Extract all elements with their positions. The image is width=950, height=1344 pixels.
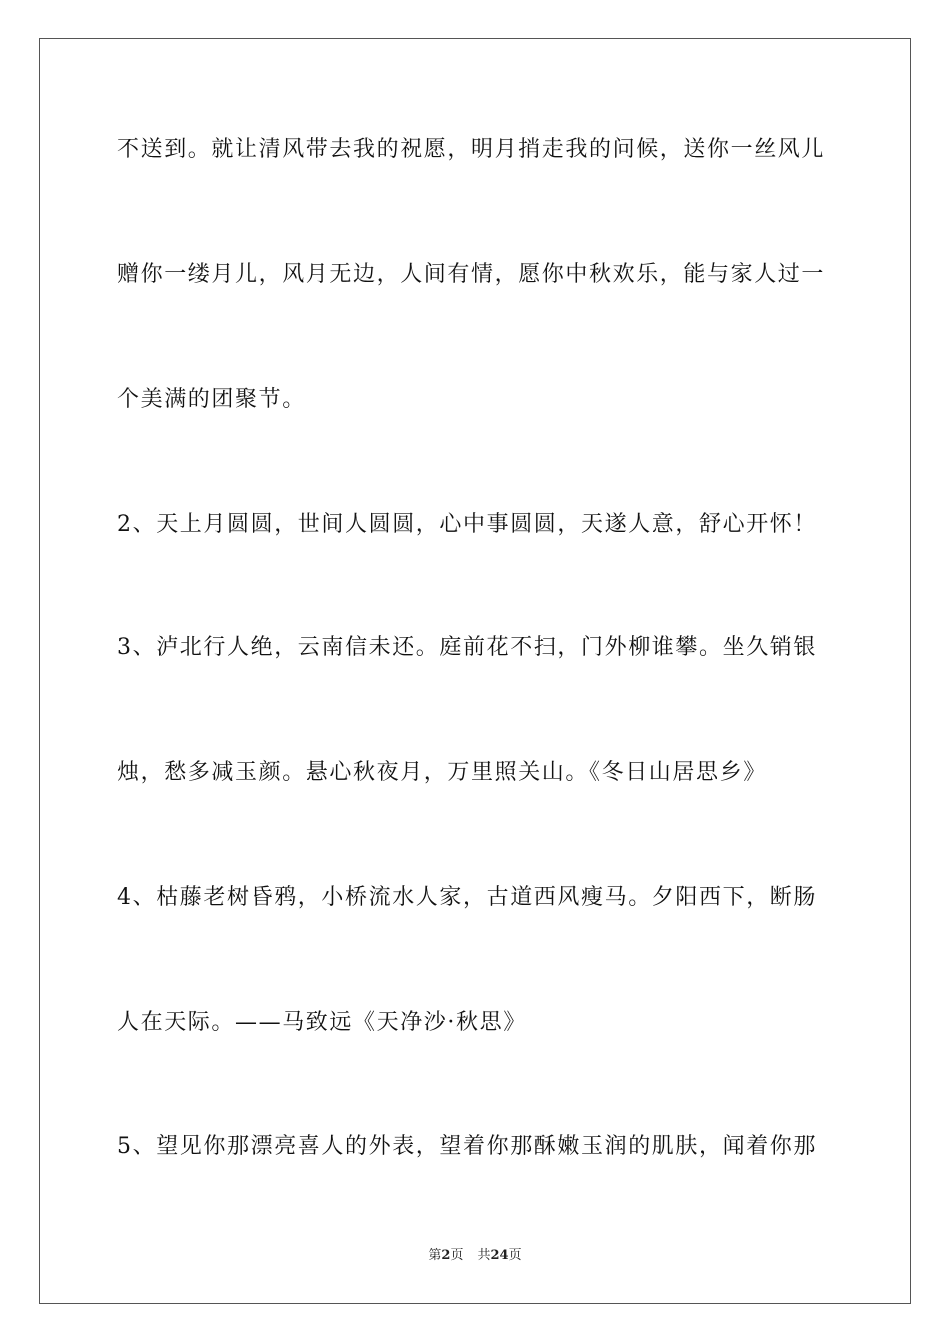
footer-total-prefix: 共 bbox=[477, 1248, 491, 1263]
footer-page-prefix: 第 bbox=[428, 1248, 442, 1263]
footer-total-pages: 24 bbox=[490, 1248, 509, 1263]
footer-page-suffix: 页 bbox=[450, 1248, 464, 1263]
text-line-9: 5、望见你那漂亮喜人的外表，望着你那酥嫩玉润的肌肤，闻着你那 bbox=[117, 1134, 817, 1159]
text-line-6: 烛，愁多减玉颜。悬心秋夜月，万里照关山。《冬日山居思乡》 bbox=[117, 760, 767, 785]
footer-page-number: 2 bbox=[441, 1248, 451, 1263]
page-frame bbox=[39, 38, 911, 1304]
footer-total-suffix: 页 bbox=[508, 1248, 522, 1263]
page-footer bbox=[0, 1247, 950, 1265]
text-line-5: 3、泸北行人绝，云南信未还。庭前花不扫，门外柳谁攀。坐久销银 bbox=[117, 635, 817, 660]
text-line-8: 人在天际。——马致远《天净沙·秋思》 bbox=[117, 1010, 527, 1035]
text-line-7: 4、枯藤老树昏鸦，小桥流水人家，古道西风瘦马。夕阳西下，断肠 bbox=[117, 885, 817, 910]
text-line-1: 不送到。就让清风带去我的祝愿，明月捎走我的问候，送你一丝风儿 bbox=[117, 137, 826, 162]
text-line-4: 2、天上月圆圆，世间人圆圆，心中事圆圆，天遂人意，舒心开怀！ bbox=[117, 512, 817, 537]
text-line-2: 赠你一缕月儿，风月无边，人间有情，愿你中秋欢乐，能与家人过一 bbox=[117, 262, 826, 287]
text-line-3: 个美满的团聚节。 bbox=[117, 387, 306, 412]
